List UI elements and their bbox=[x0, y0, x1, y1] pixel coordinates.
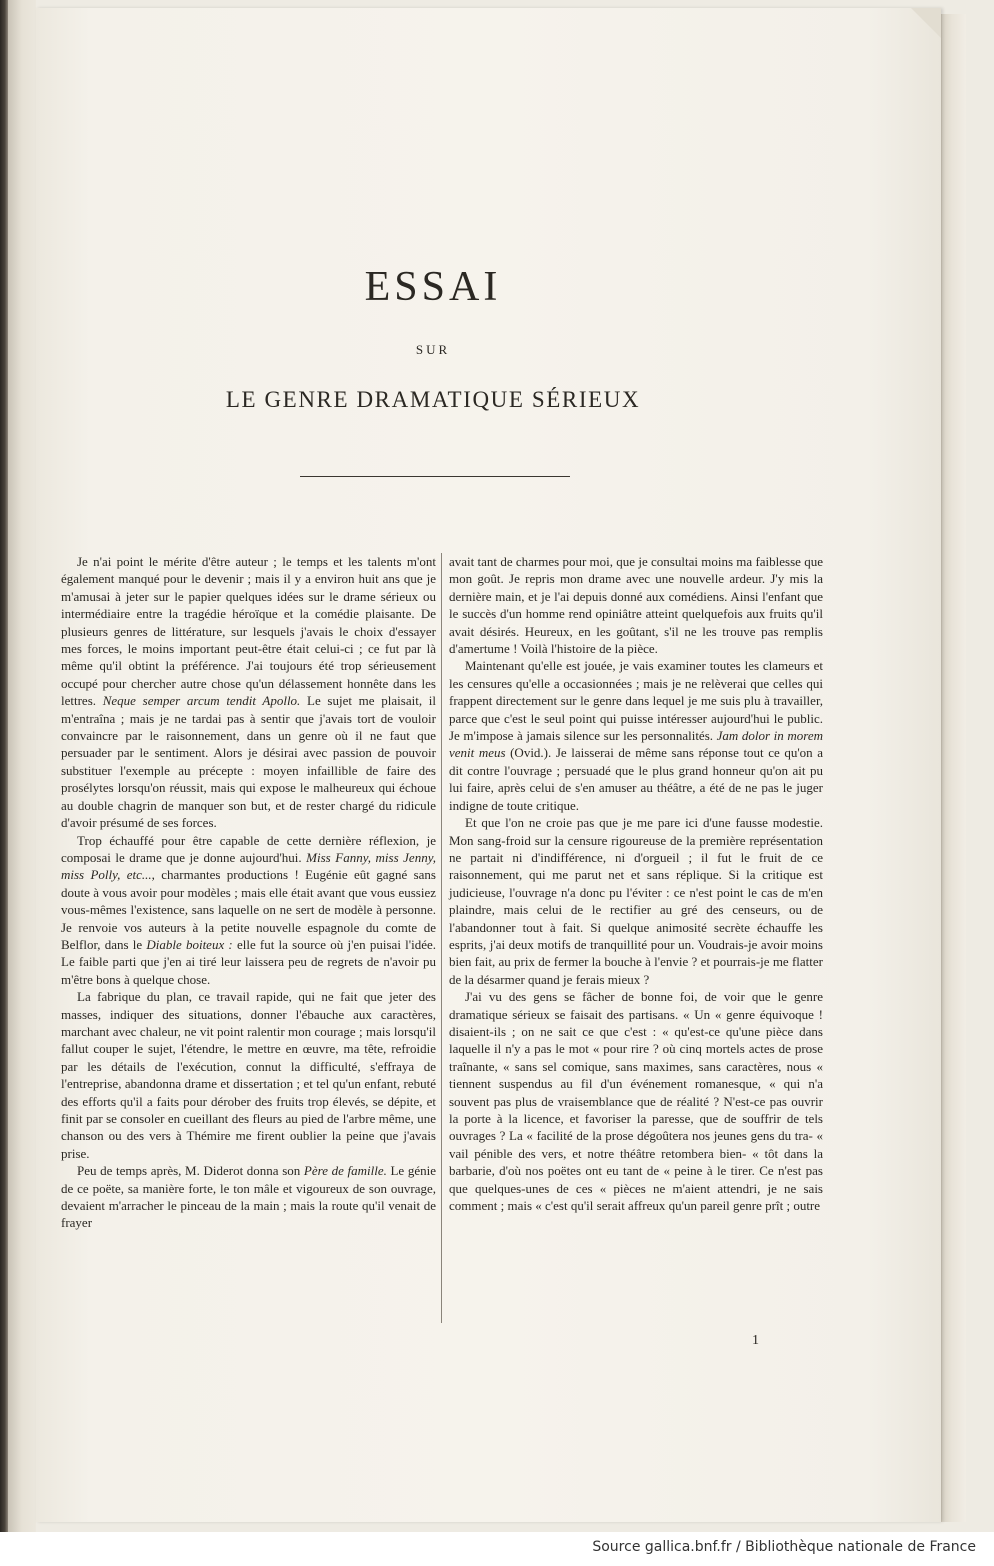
folded-corner bbox=[911, 8, 941, 38]
paragraph bbox=[449, 657, 823, 814]
paragraph-text: Je n'ai point le mérite d'être auteur ; le temps et les talents m'ont également manqué pour le devenir ; mais il y a environ huit ans que je m'amusai à jeter sur le papier quelques idées sur le drame sérieux ou intermédiaire entre la tragédie héroïque et la comédie plaisante. De plusieurs genres de littérature, sur lesquels j'avais le choix d'essayer mes forces, le moins important peut-être était celui-ci ; ce fut par là même qu'il obtint la préférence. J'ai toujours été trop sérieusement occupé pour chercher autre chose qu'un délassement honnête dans les lettres. bbox=[61, 554, 436, 709]
paragraph-text: charmantes productions ! Eugénie eût gagné sans doute à vous avoir pour modèles ; mais elle était avant que vous eussiez vous-mêmes l'existence, sans laquelle on ne sert de modèle à personne. Je renvoie vos auteurs à la petite nouvelle espagnole du comte de Belflor, dans le bbox=[61, 867, 436, 952]
left-text-column bbox=[61, 553, 436, 1232]
title-connector: SUR bbox=[415, 342, 451, 357]
paragraph bbox=[61, 988, 436, 1162]
paragraph-text: avait tant de charmes pour moi, que je consultai moins ma faiblesse que mon goût. Je repris mon drame avec une nouvelle ardeur. J'y mis la dernière main, et je l'ai depuis donné aux comédiens. Ainsi l'enfant que le succès d'un homme rend opiniâtre atteint quelquefois aux fruits qu'il avait désirés. Heureux, en les goûtant, s'il ne les trouve pas remplis d'amertume ! Voilà l'histoire de la pièce. bbox=[449, 554, 823, 657]
paragraph bbox=[449, 988, 823, 1214]
title-rule bbox=[300, 476, 570, 477]
column-divider bbox=[441, 553, 442, 1323]
italic-phrase: Neque semper arcum tendit Apollo. bbox=[102, 693, 301, 709]
paragraph-text: La fabrique du plan, ce travail rapide, qui ne fait que jeter des masses, indiquer des situations, donner l'ébauche aux caractères, marchant avec chaleur, ne vit point ralentir mon courage ; mais lorsqu'il fallut couper le sujet, l'étendre, le mettre en œuvre, ma tête, refroidie par les détails de l'exécution, connut la difficulté, s'effraya de l'entreprise, abandonna drame et dissertation ; et tel qu'un enfant, rebuté des efforts qu'il a faits pour dérober des fruits trop élevés, se dépite, et finit par se consoler en cueillant des fleurs au pied de l'arbre même, une chanson ou des vers à Thémire me firent oublier la peine que j'avais prise. bbox=[61, 989, 436, 1161]
book-binding bbox=[0, 0, 8, 1532]
paragraph bbox=[449, 814, 823, 988]
paragraph-text: Trop échauffé pour être capable de cette dernière réflexion, je composai le drame que je donne aujourd'hui. bbox=[61, 832, 436, 865]
paragraph-text: elle fut la source où j'en puisai l'idée. Le faible parti que j'en ai tiré leur laissera peu de regrets de n'avoir pu m'être bons à quelque chose. bbox=[61, 936, 436, 987]
page-number: 1 bbox=[752, 1333, 759, 1348]
source-credit: Source gallica.bnf.fr / Bibliothèque nationale de France bbox=[592, 1539, 976, 1555]
paragraph bbox=[61, 832, 436, 989]
spine-edge bbox=[8, 0, 36, 1532]
paragraph-text: Le sujet me plaisait, il m'entraîna ; mais je ne tardai pas à sentir que j'avais tort de vouloir convaincre par le raisonnement, dans un genre où il ne faut que persuader par le sentiment. Alors je désirai avec passion de pouvoir substituer l'exemple au précepte : moyen infaillible de faire des prosélytes lorsqu'on réussit, mais qui expose le malheureux qui échoue au double chagrin de manquer son but, et de rester chargé du ridicule d'avoir présumé de ses forces. bbox=[61, 693, 436, 831]
paragraph-text: (Ovid.). Je laisserai de même sans réponse tout ce qu'on a dit contre l'ouvrage ; persuadé que le plus grand honneur qu'on ait pu lui faire, après celui de s'en amuser au théâtre, a été de ne pas le juger indigne de toute critique. bbox=[449, 745, 823, 813]
paragraph-text: J'ai vu des gens se fâcher de bonne foi, de voir que le genre dramatique sérieux se faisait des partisans. « Un « genre équivoque ! disaient-ils ; on ne sait ce que c'est : « qu'est-ce qu'une pièce dans laquelle il n'y a pas le mot « pour rire ? où cinq mortels actes de prose traînante, « sans sel comique, sans maximes, sans caractères, nous « tiennent suspendus au fil d'un événement romanesque, « qui n'a souvent pas plus de vraisemblance que de réalité ? N'est-ce pas ouvrir la porte à la licence, et favoriser la paresse, que de souffrir de tels ouvrages ? La « facilité de la prose dégoûtera nos jeunes gens du tra- « vail pénible des vers, et notre théâtre retombera bien- « tôt dans la barbarie, d'où nos poëtes ont eu tant de « peine à le tirer. Ce n'est pas que quelques-unes de ces « pièces ne m'aient attendri, je ne sais comment ; mais « c'est qu'il serait affreux qu'un pareil genre prît ; outre bbox=[449, 989, 823, 1214]
document-subtitle: LE GENRE DRAMATIQUE SÉRIEUX bbox=[225, 387, 641, 412]
paragraph-text: Le génie de ce poëte, sa manière forte, le ton mâle et vigoureux de son ouvrage, devaient m'arracher le pinceau de la main ; mais la route qu'il venait de frayer bbox=[61, 1163, 436, 1231]
italic-phrase: Miss Fanny, miss Jenny, miss Polly, etc..., bbox=[61, 849, 436, 883]
paragraph bbox=[449, 553, 823, 657]
paragraph bbox=[61, 553, 436, 832]
right-text-column bbox=[449, 553, 823, 1214]
italic-phrase: Jam dolor in morem venit meus bbox=[449, 728, 823, 761]
paragraph-text: Et que l'on ne croie pas que je me pare ici d'une fausse modestie. Mon sang-froid sur la censure rigoureuse de la première représentation ne partait ni d'indifférence, ni d'orgueil ; il fut le fruit de ce raisonnement, qui me parut net et sans réplique. Si la critique est judicieuse, l'ouvrage n'a donc pu l'éviter : ce n'est point le cas de m'en plaindre, mais celui de le rectifier au gré des censeurs, ou de l'abandonner tout à fait. Si quelque animosité secrète échauffe les esprits, j'ai deux motifs de tranquillité pour un. Voudrais-je avoir moins bien fait, au prix de fermer la bouche à l'envie ? et pourrais-je me flatter de la désarmer quand je ferais mieux ? bbox=[449, 815, 823, 987]
paragraph-text: Peu de temps après, M. Diderot donna son bbox=[77, 1163, 304, 1179]
document-title: ESSAI bbox=[364, 264, 502, 310]
italic-phrase: Diable boiteux : bbox=[146, 936, 233, 952]
page-stack-edge bbox=[941, 14, 966, 1522]
paragraph bbox=[61, 1162, 436, 1232]
italic-phrase: Père de famille. bbox=[303, 1163, 387, 1179]
paragraph-text: Maintenant qu'elle est jouée, je vais examiner toutes les clameurs et les censures qu'elle a occasionnées ; mais je ne relèverai que celles qui frappent directement sur le genre dans lequel je me suis plu à travailler, parce que c'est le seul point qui puisse intéresser aujourd'hui le public. Je m'impose à jamais silence sur les personnalités. bbox=[449, 658, 823, 744]
